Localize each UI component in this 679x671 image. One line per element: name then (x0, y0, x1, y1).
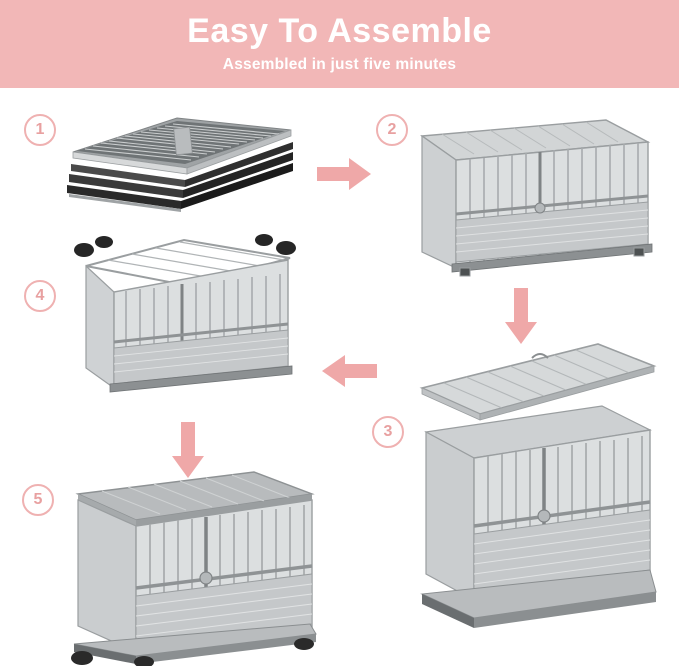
steps-area (0, 88, 679, 671)
step-badge-2-label: 2 (387, 121, 397, 138)
step-badge-5-label: 5 (33, 491, 43, 508)
arrow-step2-to-step3 (503, 288, 539, 351)
step-2-photo (408, 102, 664, 284)
arrow-step1-to-step2 (317, 156, 373, 197)
step-5-photo (58, 466, 326, 666)
page-subtitle: Assembled in just five minutes (222, 56, 457, 74)
step-badge-4-label: 4 (35, 287, 45, 304)
step-badge-5 (22, 484, 54, 516)
step-1-photo (55, 108, 305, 218)
step-3-photo (404, 336, 666, 636)
step-badge-1 (24, 114, 56, 146)
step-badge-4 (24, 280, 56, 312)
step-4-photo (62, 226, 312, 416)
header-banner (0, 0, 679, 88)
arrow-step4-to-step5 (170, 422, 206, 485)
step-badge-1-label: 1 (35, 121, 45, 138)
arrow-step3-to-step4 (319, 353, 377, 394)
step-badge-2 (376, 114, 408, 146)
step-badge-3 (372, 416, 404, 448)
step-badge-3-label: 3 (383, 423, 393, 440)
page-title: Easy To Assemble (187, 11, 492, 50)
